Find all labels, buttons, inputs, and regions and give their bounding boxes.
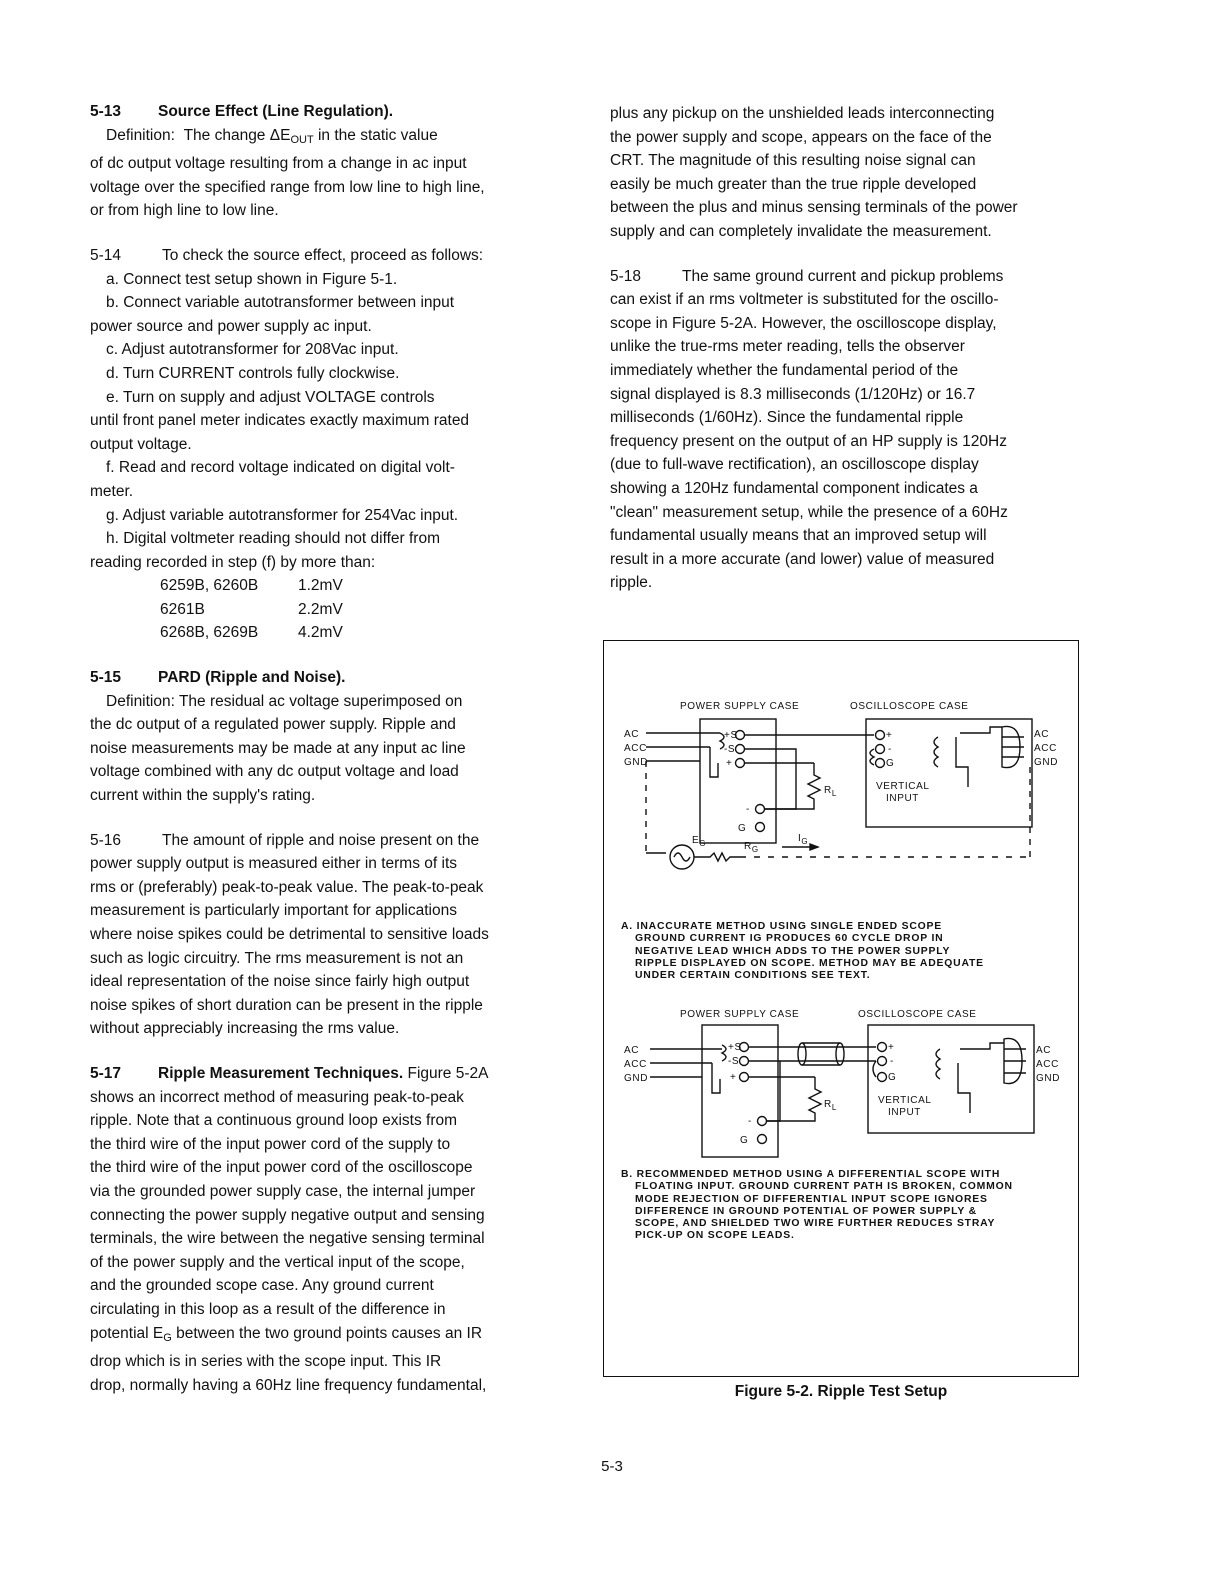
plus-s-label: +S	[724, 730, 738, 741]
text-line: connecting the power supply negative output and sensing	[90, 1206, 485, 1224]
text-line: supply and can completely invalidate the measurement.	[610, 222, 992, 240]
text-fragment: Figure 5-2A	[403, 1064, 489, 1082]
section-title: Source Effect (Line Regulation).	[158, 103, 394, 120]
page-number: 5-3	[601, 1458, 623, 1475]
text-line: can exist if an rms voltmeter is substituted for the oscillo-	[610, 291, 999, 309]
ac-right-label: AC	[1036, 1045, 1052, 1056]
text-line: noise spikes of short duration can be present in the ripple	[90, 996, 483, 1014]
subscript: G	[163, 1331, 172, 1344]
caption-line: A. INACCURATE METHOD USING SINGLE ENDED SCOPE	[621, 921, 942, 932]
text-line: result in a more accurate (and lower) value of measured	[610, 550, 995, 568]
text-fragment: between the two ground points causes an IR	[171, 1324, 483, 1342]
text-line: such as logic circuitry. The rms measurement is not an	[90, 949, 464, 967]
scope-plus-label: +	[886, 730, 893, 741]
section-5-18	[610, 265, 1080, 595]
section-5-13	[90, 100, 555, 223]
text-line: or from high line to low line.	[90, 202, 279, 220]
input-label: INPUT	[886, 793, 919, 804]
spec-model: 6261B	[160, 600, 205, 618]
scope-case-label: OSCILLOSCOPE CASE	[858, 1009, 977, 1020]
section-number: 5-15	[90, 669, 122, 687]
text-line: scope in Figure 5-2A. However, the oscilloscope display,	[610, 314, 997, 332]
step-f: f. Read and record voltage indicated on digital volt-	[106, 459, 455, 477]
spec-value: 2.2mV	[298, 600, 343, 618]
minus-label: -	[746, 804, 750, 815]
section-number: 5-17	[90, 1064, 122, 1082]
scope-g-label: G	[886, 758, 895, 769]
ps-case-label: POWER SUPPLY CASE	[680, 1009, 800, 1020]
rl-label	[824, 785, 837, 798]
text-line: until front panel meter indicates exactly maximum rated	[90, 412, 470, 430]
text-line: unlike the true-rms meter reading, tells the observer	[610, 338, 965, 356]
text-fragment: The amount of ripple and noise present on the	[162, 831, 480, 849]
text-line: drop, normally having a 60Hz line frequency fundamental,	[90, 1376, 487, 1394]
step-e: e. Turn on supply and adjust VOLTAGE controls	[106, 388, 435, 406]
input-label: INPUT	[888, 1107, 921, 1118]
text-line: the third wire of the input power cord of the oscilloscope	[90, 1159, 473, 1177]
diagram-b-recommended-method	[604, 1003, 1078, 1163]
vertical-label: VERTICAL	[876, 781, 930, 792]
text-line: fundamental usually means that an improved setup will	[610, 527, 987, 545]
text-line: the dc output of a regulated power supply. Ripple and	[90, 716, 456, 734]
text-line: measurement is particularly important for applications	[90, 902, 457, 920]
gnd-label: GND	[624, 1073, 649, 1084]
ac-label: AC	[624, 729, 640, 740]
text-fragment: in the static value	[313, 126, 438, 144]
scope-case-label: OSCILLOSCOPE CASE	[850, 701, 969, 712]
diagram-a-inaccurate-method	[604, 691, 1078, 911]
text-line: shows an incorrect method of measuring peak-to-peak	[90, 1088, 464, 1106]
scope-minus-label: -	[890, 1056, 894, 1067]
text-line: easily be much greater than the true ripple developed	[610, 175, 977, 193]
step-b: b. Connect variable autotransformer between input	[106, 294, 455, 312]
subscript: OUT	[290, 133, 314, 146]
ps-case-label: POWER SUPPLY CASE	[680, 701, 800, 712]
section-number: 5-13	[90, 103, 122, 120]
text-line: between the plus and minus sensing terminals of the power	[610, 199, 1018, 217]
caption-line: MODE REJECTION OF DIFFERENTIAL INPUT SCOPE IGNORES	[635, 1193, 988, 1205]
text-line: power source and power supply ac input.	[90, 317, 372, 335]
rl-sub: L	[831, 789, 837, 798]
text-line: voltage over the specified range from low line to high line,	[90, 178, 485, 196]
section-5-15	[90, 666, 555, 808]
g-label: G	[740, 1135, 749, 1146]
text-line: ripple. Note that a continuous ground loop exists from	[90, 1112, 458, 1130]
minus-label: -	[748, 1116, 752, 1127]
step-d: d. Turn CURRENT controls fully clockwise.	[106, 364, 400, 382]
section-5-14	[90, 244, 555, 645]
text-line: via the grounded power supply case, the internal jumper	[90, 1182, 476, 1200]
section-5-16	[90, 829, 555, 1041]
rl-sub: L	[831, 1103, 837, 1112]
scope-minus-label: -	[888, 744, 892, 755]
plus-label: +	[726, 758, 733, 769]
text-line: ideal representation of the noise since fairly high output	[90, 973, 470, 991]
text-line: "clean" measurement setup, while the presence of a 60Hz	[610, 503, 1008, 521]
figure-5-2	[603, 640, 1079, 1377]
spec-value: 4.2mV	[298, 624, 343, 642]
text-line: the third wire of the input power cord of the supply to	[90, 1135, 451, 1153]
ac-right-label: AC	[1034, 729, 1050, 740]
caption-line: DIFFERENCE IN GROUND POTENTIAL OF POWER SUPPLY &	[635, 1205, 977, 1217]
acc-right-label: ACC	[1036, 1059, 1059, 1070]
section-5-17	[90, 1062, 555, 1397]
plus-s-label: +S	[728, 1042, 742, 1053]
text-line: plus any pickup on the unshielded leads interconnecting	[610, 105, 995, 122]
ig-text: I	[798, 833, 802, 844]
text-line: noise measurements may be made at any input ac line	[90, 739, 466, 757]
figure-title: Figure 5-2. Ripple Test Setup	[734, 1383, 948, 1400]
scope-plus-label: +	[888, 1042, 895, 1053]
spec-value: 1.2mV	[298, 577, 343, 595]
text-line: the power supply and scope, appears on the face of the	[610, 128, 992, 146]
gnd-label: GND	[624, 757, 649, 768]
eg-label	[692, 835, 706, 848]
text-line: of the power supply and the vertical input of the scope,	[90, 1253, 465, 1271]
vertical-label: VERTICAL	[878, 1095, 932, 1106]
text-line: signal displayed is 8.3 milliseconds (1/120Hz) or 16.7	[610, 385, 976, 403]
gnd-right-label: GND	[1036, 1073, 1061, 1084]
caption-line: PICK-UP ON SCOPE LEADS.	[635, 1230, 795, 1242]
section-number: 5-14	[90, 246, 122, 264]
caption-a	[621, 921, 1061, 982]
step-h: h. Digital voltmeter reading should not differ from	[106, 530, 440, 548]
caption-line: FLOATING INPUT. GROUND CURRENT PATH IS BROKEN, COMMON	[635, 1181, 1013, 1193]
right-column	[610, 102, 1080, 616]
text-line: frequency present on the output of an HP supply is 120Hz	[610, 432, 1007, 450]
text-line: current within the supply's rating.	[90, 787, 316, 805]
section-5-17-continued	[610, 102, 1080, 244]
caption-line: GROUND CURRENT IG PRODUCES 60 CYCLE DROP IN	[635, 933, 944, 945]
text-line: without appreciably increasing the rms value.	[90, 1020, 400, 1038]
text-line: showing a 120Hz fundamental component indicates a	[610, 479, 978, 497]
text-fragment: potential E	[90, 1324, 164, 1342]
scope-g-label: G	[888, 1072, 897, 1083]
text-line: milliseconds (1/60Hz). Since the fundamental ripple	[610, 409, 964, 427]
ac-label: AC	[624, 1045, 640, 1056]
text-line: output voltage.	[90, 435, 192, 453]
text-line: Definition: The residual ac voltage superimposed on	[106, 692, 463, 710]
section-number: 5-16	[90, 831, 122, 849]
section-number: 5-18	[610, 267, 642, 285]
text-line: drop which is in series with the scope input. This IR	[90, 1353, 442, 1371]
caption-line: NEGATIVE LEAD WHICH ADDS TO THE POWER SUPPLY	[635, 945, 951, 957]
text-line: meter.	[90, 482, 134, 500]
caption-line: UNDER CERTAIN CONDITIONS SEE TEXT.	[635, 970, 871, 982]
rl-label	[824, 1099, 837, 1112]
spec-model: 6268B, 6269B	[160, 624, 259, 642]
text-line: power supply output is measured either in terms of its	[90, 855, 458, 873]
text-line: reading recorded in step (f) by more than:	[90, 553, 376, 571]
caption-line: RIPPLE DISPLAYED ON SCOPE. METHOD MAY BE ADEQUATE	[635, 957, 984, 969]
eg-text: E	[692, 835, 700, 846]
text-fragment: The change ΔE	[183, 126, 291, 144]
text-line: terminals, the wire between the negative sensing terminal	[90, 1230, 485, 1248]
text-line: voltage combined with any dc output voltage and load	[90, 763, 459, 781]
acc-label: ACC	[624, 743, 647, 754]
ig-sub: G	[801, 837, 809, 846]
plus-label: +	[730, 1072, 737, 1083]
caption-line: B. RECOMMENDED METHOD USING A DIFFERENTIAL SCOPE WITH	[621, 1169, 1001, 1180]
caption-line: SCOPE, AND SHIELDED TWO WIRE FURTHER REDUCES STRAY	[635, 1218, 996, 1230]
section-title: PARD (Ripple and Noise).	[158, 669, 346, 687]
text-line: (due to full-wave rectification), an oscilloscope display	[610, 456, 979, 474]
section-title: Ripple Measurement Techniques.	[158, 1064, 404, 1082]
spec-table	[90, 574, 555, 645]
definition-label: Definition:	[106, 126, 175, 144]
spec-model: 6259B, 6260B	[160, 577, 259, 595]
g-label: G	[738, 823, 747, 834]
eg-sub: G	[699, 839, 707, 848]
text-line: where noise spikes could be detrimental to sensitive loads	[90, 926, 489, 943]
rl-text: R	[824, 1099, 832, 1110]
text-line: circulating in this loop as a result of the difference in	[90, 1300, 446, 1318]
caption-b	[621, 1169, 1061, 1243]
text-line: of dc output voltage resulting from a change in ac input	[90, 155, 467, 173]
text-line: rms or (preferably) peak-to-peak value. The peak-to-peak	[90, 878, 484, 896]
acc-label: ACC	[624, 1059, 647, 1070]
section-intro: To check the source effect, proceed as follows:	[162, 246, 484, 264]
rg-sub: G	[751, 845, 759, 854]
step-g: g. Adjust variable autotransformer for 254Vac input.	[106, 506, 459, 524]
text-line: and the grounded scope case. Any ground current	[90, 1277, 434, 1295]
text-line: ripple.	[610, 574, 653, 592]
left-column	[90, 100, 555, 1418]
rg-text: R	[744, 841, 752, 852]
text-line: immediately whether the fundamental period of the	[610, 361, 959, 379]
ig-label	[798, 833, 808, 846]
step-c: c. Adjust autotransformer for 208Vac input.	[106, 341, 399, 359]
step-a: a. Connect test setup shown in Figure 5-1.	[106, 270, 398, 288]
rl-text: R	[824, 785, 832, 796]
text-fragment: The same ground current and pickup problems	[682, 267, 1004, 285]
minus-s-label: -S	[728, 1056, 740, 1067]
gnd-right-label: GND	[1034, 757, 1059, 768]
minus-s-label: -S	[724, 744, 736, 755]
text-line: CRT. The magnitude of this resulting noise signal can	[610, 152, 976, 170]
acc-right-label: ACC	[1034, 743, 1057, 754]
